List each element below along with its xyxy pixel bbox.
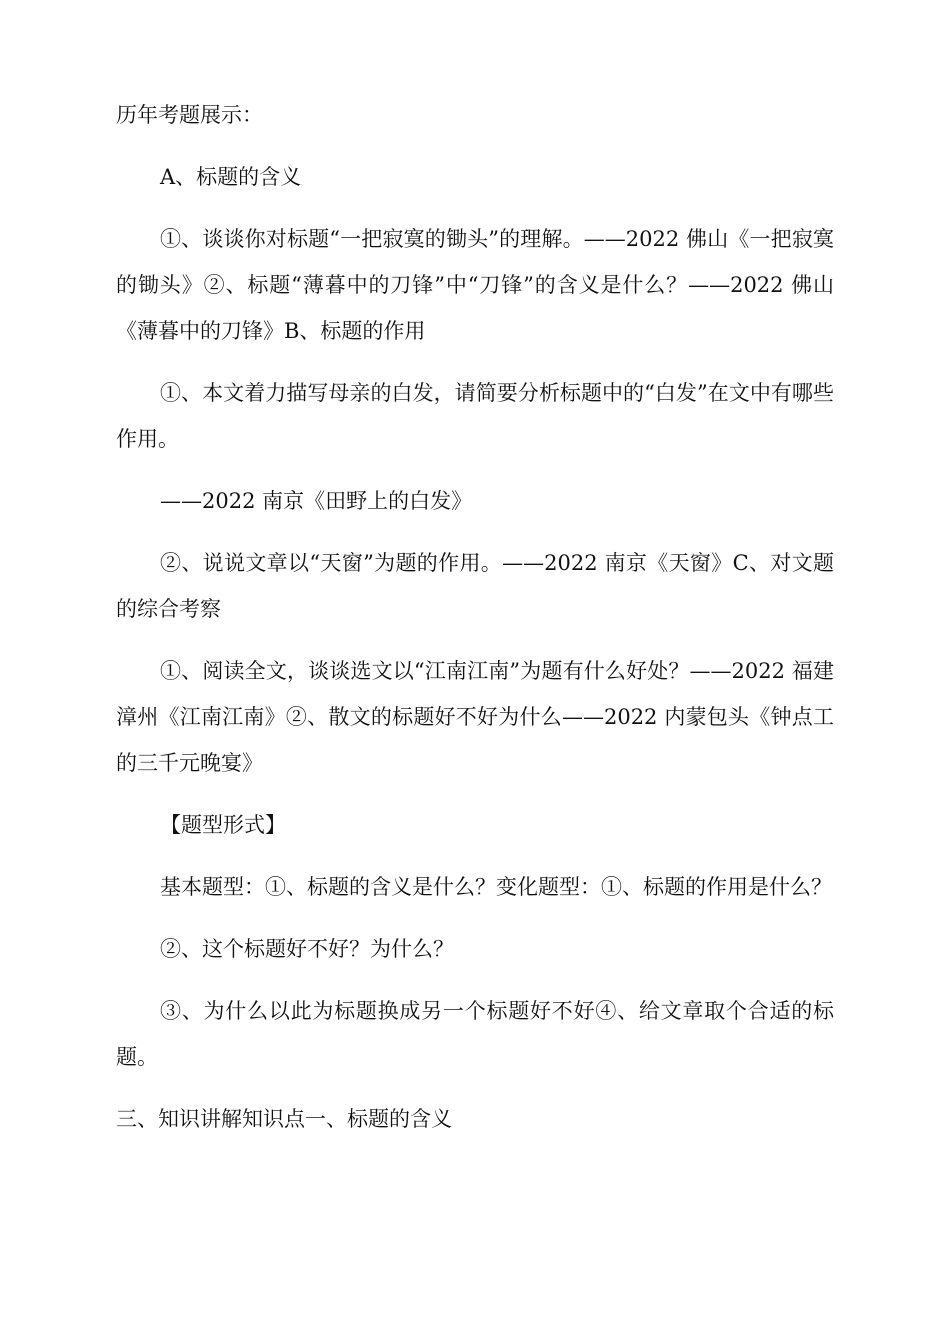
subheading-question-forms: 【题型形式】 bbox=[160, 813, 286, 837]
paragraph-exam-item-b1: ①、本文着力描写母亲的白发，请简要分析标题中的“白发”在文中有哪些作用。 bbox=[116, 381, 834, 451]
paragraph-question-types: 基本题型：①、标题的含义是什么？变化题型：①、标题的作用是什么？ bbox=[160, 875, 832, 899]
subheading-title-meaning: A、标题的含义 bbox=[160, 165, 302, 189]
paragraph-source-nanjing: ——2022 南京《田野上的白发》 bbox=[160, 489, 473, 513]
paragraph-exam-item-b2: ②、说说文章以“天窗”为题的作用。——2022 南京《天窗》C、对文题的综合考察 bbox=[116, 551, 834, 621]
paragraph-question-type-2: ②、这个标题好不好？为什么？ bbox=[160, 937, 454, 961]
paragraph-exam-items-a: ①、谈谈你对标题“一把寂寞的锄头”的理解。——2022 佛山《一把寂寞的锄头》②、标题“薄暮中的刀锋”中“刀锋”的含义是什么？——2022 佛山《薄暮中的刀锋》B、标题的作用 bbox=[116, 227, 834, 343]
document-body bbox=[116, 92, 834, 1158]
section-heading-knowledge: 三、知识讲解知识点一、标题的含义 bbox=[116, 1107, 452, 1131]
paragraph-exam-items-c: ①、阅读全文，谈谈选文以“江南江南”为题有什么好处？——2022 福建漳州《江南江南》②、散文的标题好不好为什么——2022 内蒙包头《钟点工的三千元晚宴》 bbox=[116, 659, 834, 775]
section-heading-past-exams: 历年考题展示： bbox=[116, 103, 263, 127]
paragraph-question-type-3-4: ③、为什么以此为标题换成另一个标题好不好④、给文章取个合适的标题。 bbox=[116, 999, 834, 1069]
